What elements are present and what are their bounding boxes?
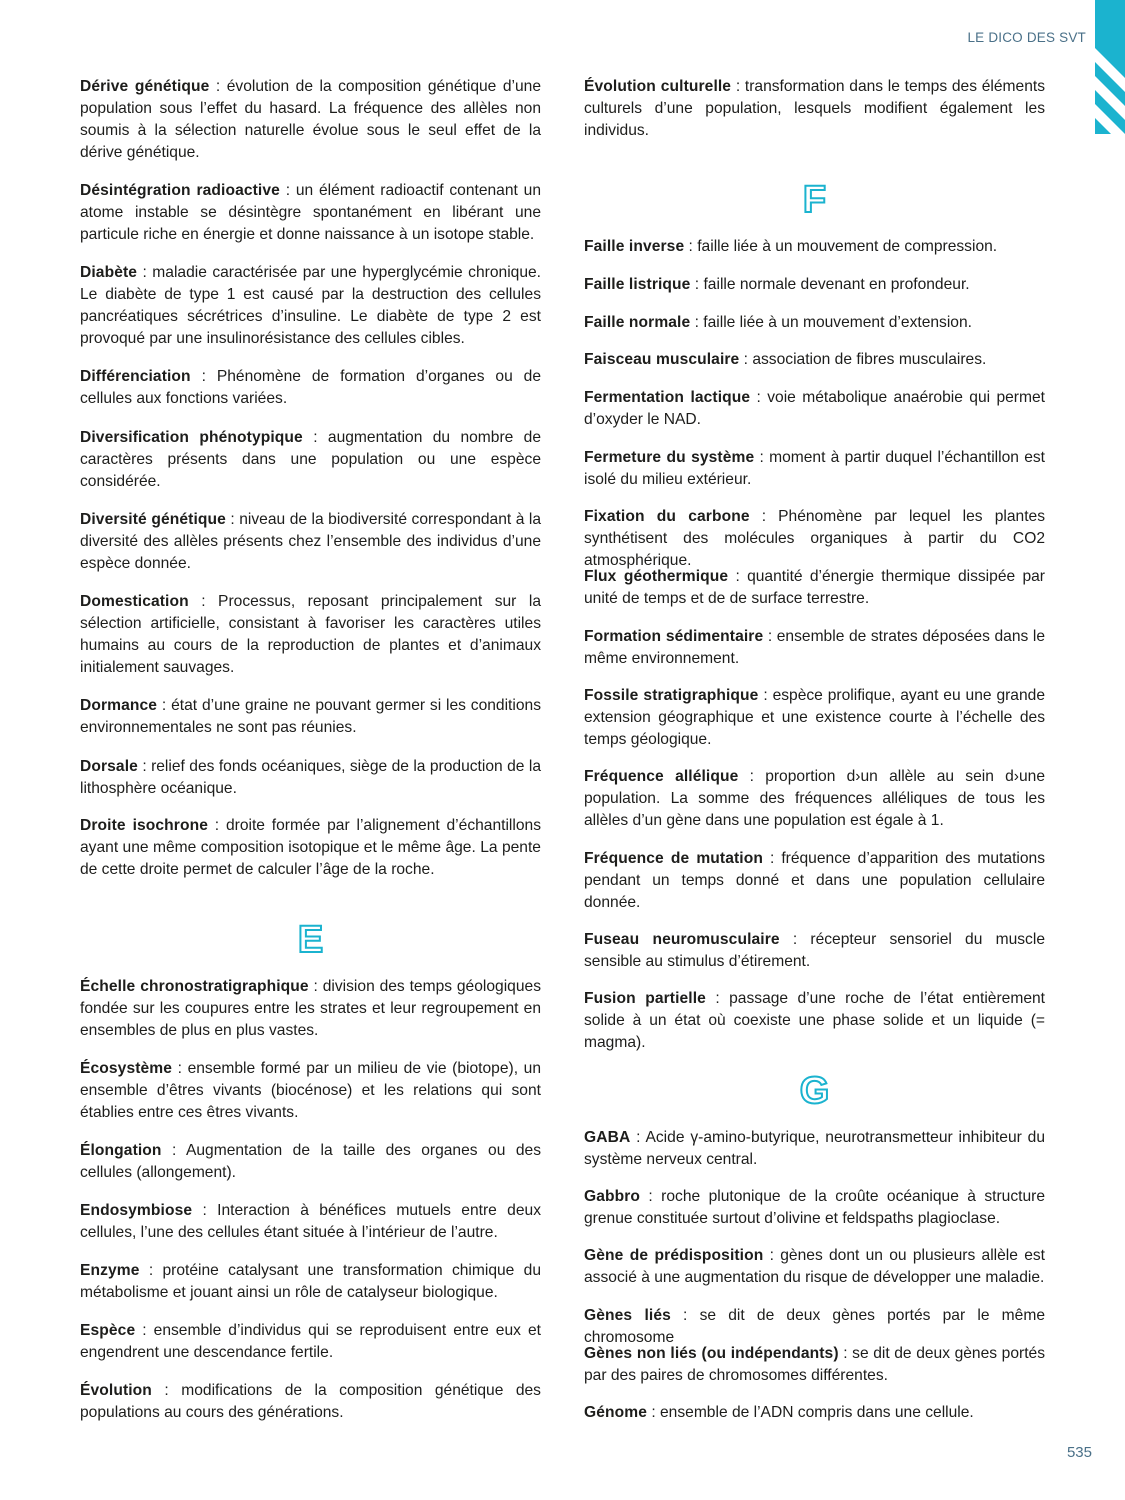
entry-term: Fréquence allélique [584,768,739,785]
term-separator: : [308,978,323,995]
entry-term: Flux géothermique [584,568,729,585]
entry-term: Formation sédimentaire [584,628,764,645]
section-letter: F [802,179,827,221]
term-separator: : [172,1060,188,1077]
entry-term: Évolution culturelle [584,78,732,95]
term-separator: : [151,1382,182,1399]
entry-definition: fréquence d’apparition des mutations pendant un temps donné et dans une population cellulaire donnée. [584,850,1046,911]
entry-term: Gènes non liés (ou indépendants) [584,1345,839,1362]
term-separator: : [758,687,773,704]
entry-definition: Acide γ-amino-butyrique, neurotransmetteur inhibiteur du système nerveux central. [584,1129,1046,1168]
glossary-entry [80,509,541,575]
term-separator: : [731,78,745,95]
entry-definition: Processus, reposant principalement sur la sélection artificielle, consistant à favoriser les caractères utiles humains au cours de la reproduction de plantes et d’animaux initialement sauvages. [80,593,541,676]
entry-term: Dérive génétique [80,78,210,95]
entry-definition: récepteur sensoriel du muscle sensible au stimulus d’étirement. [584,931,1045,970]
glossary-entry [80,815,541,881]
term-separator: : [279,182,296,199]
entry-definition: ensemble d’individus qui se reproduisent entre eux et engendrent une descendance fertile. [80,1322,541,1361]
glossary-entry [80,262,541,350]
page-number: 535 [1066,1444,1092,1461]
entry-definition: Phénomène de formation d’organes ou de cellules aux fonctions variées. [80,368,541,407]
entry-definition: ensemble formé par un milieu de vie (biotope), un ensemble d’êtres vivants (biocénose) et les relations qui sont établies entre ces êtres vivants. [80,1060,541,1121]
entry-term: Fuseau neuromusculaire [584,931,780,948]
glossary-entry [584,566,1045,610]
term-separator: : [135,1322,154,1339]
term-separator: : [209,78,227,95]
glossary-entry [584,447,1045,491]
term-separator: : [188,593,219,610]
term-separator: : [161,1142,186,1159]
glossary-entry [584,1127,1045,1171]
term-separator: : [738,768,766,785]
glossary-entry [584,988,1045,1054]
term-separator: : [763,1247,781,1264]
glossary-entry [584,685,1045,751]
entry-term: Fixation du carbone [584,508,750,525]
term-separator: : [208,817,226,834]
term-separator: : [137,758,152,775]
term-separator: : [157,697,172,714]
entry-term: Dorsale [80,758,138,775]
entry-definition: relief des fonds océaniques, siège de la production de la lithosphère océanique. [80,758,541,797]
entry-term: Gabbro [584,1188,641,1205]
entry-definition: maladie caractérisée par une hyperglycémie chronique. Le diabète de type 1 est causé par la destruction des cellules pancréatiques sécrétrices d’insuline. Le diabète de type 2 est provoqué par une insulinorésistance des cellules cibles. [80,264,542,347]
entry-term: Élongation [80,1142,162,1159]
entry-term: Écosystème [80,1060,173,1077]
entry-term: Échelle chronostratigraphique [80,978,309,995]
entry-term: Gènes liés [584,1307,671,1324]
glossary-entry [80,76,541,164]
entry-definition: faille normale devenant en profondeur. [703,276,970,293]
term-separator: : [763,628,777,645]
entry-term: Fermentation lactique [584,389,751,406]
term-separator: : [838,1345,853,1362]
term-separator: : [728,568,748,585]
term-separator: : [739,351,753,368]
running-header: LE DICO DES SVT [967,30,1086,45]
entry-definition: roche plutonique de la croûte océanique à structure grenue constituée surtout d’olivine et feldspaths plagioclase. [584,1188,1046,1227]
entry-definition: passage d’une roche de l’état entièrement solide à un état où coexiste une phase solide et un liquide (= magma). [584,990,1045,1051]
glossary-entry [584,387,1045,431]
term-separator: : [190,368,217,385]
section-letter: G [799,1070,830,1112]
entry-term: Faille listrique [584,276,691,293]
glossary-entry [80,695,541,739]
entry-term: Domestication [80,593,189,610]
entry-definition: quantité d’énergie thermique dissipée par unité de temps et de de surface terrestre. [584,568,1045,607]
entry-definition: protéine catalysant une transformation chimique du métabolisme et jouant ainsi un rôle de catalyseur biologique. [80,1262,541,1301]
glossary-entry [80,1058,541,1124]
glossary-entry [80,1200,541,1244]
entry-definition: un élément radioactif contenant un atome instable se désintègre spontanément en libérant une particule riche en énergie et donne naissance à un isotope stable. [80,182,541,243]
glossary-entry [584,274,1045,296]
entry-term: Dormance [80,697,158,714]
term-separator: : [630,1129,646,1146]
entry-definition: association de fibres musculaires. [752,351,987,368]
entry-term: Fossile stratigraphique [584,687,759,704]
entry-term: GABA [584,1129,631,1146]
glossary-entry [584,766,1045,832]
glossary-entry [584,506,1045,572]
entry-definition: modifications de la composition génétique des populations au cours des générations. [80,1382,541,1421]
glossary-entry [80,366,541,410]
glossary-entry [80,180,541,246]
term-separator: : [750,389,768,406]
glossary-entry [584,236,1045,258]
term-separator: : [302,429,328,446]
entry-term: Fréquence de mutation [584,850,763,867]
entry-definition: faille liée à un mouvement de compression. [697,238,998,255]
term-separator: : [225,511,240,528]
term-separator: : [690,314,704,331]
term-separator: : [762,850,782,867]
term-separator: : [670,1307,700,1324]
entry-definition: se dit de deux gènes portés par des paires de chromosomes différentes. [584,1345,1046,1384]
glossary-entry [80,591,541,679]
glossary-entry [584,848,1045,914]
entry-term: Génome [584,1404,647,1421]
term-separator: : [690,276,704,293]
entry-definition: se dit de deux gènes portés par le même chromosome [584,1307,1046,1346]
glossary-entry [584,929,1045,973]
entry-definition: voie métabolique anaérobie qui permet d’oxyder le NAD. [584,389,1045,428]
glossary-entry [584,76,1045,142]
term-separator: : [192,1202,218,1219]
entry-term: Endosymbiose [80,1202,193,1219]
entry-term: Fermeture du système [584,449,755,466]
entry-definition: faille liée à un mouvement d’extension. [703,314,972,331]
entry-definition: espèce prolifique, ayant eu une grande extension géographique et une existence courte à l’échelle des temps géologique. [584,687,1045,748]
entry-term: Désintégration radioactive [80,182,280,199]
term-separator: : [640,1188,662,1205]
glossary-entry [584,349,1045,371]
term-separator: : [779,931,811,948]
glossary-entry [80,1260,541,1304]
term-separator: : [137,264,153,281]
section-letter: E [297,919,324,961]
entry-term: Enzyme [80,1262,140,1279]
term-separator: : [647,1404,660,1421]
entry-definition: proportion d›un allèle au sein d›une population. La somme des fréquences alléliques de tous les allèles d’un gène dans une population est égale à 1. [584,768,1045,829]
entry-definition: état d’une graine ne pouvant germer si les conditions environnementales ne sont pas réunies. [80,697,541,736]
entry-definition: droite formée par l’alignement d’échantillons ayant une même composition isotopique et le même âge. La pente de cette droite permet de calculer l’âge de la roche. [80,817,542,878]
entry-definition: division des temps géologiques fondée sur les coupures entre les strates et leur regroupement en ensembles de plus en plus vastes. [80,978,541,1039]
glossary-entry [80,427,541,493]
entry-definition: Phénomène par lequel les plantes synthétisent des molécules organiques à partir du CO2 atmosphérique. [584,508,1045,569]
term-separator: : [684,238,698,255]
entry-term: Droite isochrone [80,817,208,834]
entry-definition: ensemble de strates déposées dans le même environnement. [584,628,1046,667]
glossary-entry [584,1186,1045,1230]
glossary-entry [584,312,1045,334]
glossary-entry [80,1320,541,1364]
entry-definition: gènes dont un ou plusieurs allèle est associé à une augmentation du risque de développer une maladie. [584,1247,1046,1286]
entry-term: Faille normale [584,314,691,331]
term-separator: : [749,508,779,525]
glossary-entry [80,976,541,1042]
entry-definition: Interaction à bénéfices mutuels entre deux cellules, l’une des cellules étant située à l’intérieur de l’autre. [80,1202,541,1241]
glossary-entry [584,1402,1045,1424]
entry-term: Fusion partielle [584,990,706,1007]
entry-definition: moment à partir duquel l’échantillon est isolé du milieu extérieur. [584,449,1046,488]
entry-term: Différenciation [80,368,191,385]
glossary-entry [80,756,541,800]
glossary-entry [80,1140,541,1184]
entry-definition: Augmentation de la taille des organes ou des cellules (allongement). [80,1142,541,1181]
entry-definition: ensemble de l’ADN compris dans une cellule. [660,1404,974,1421]
term-separator: : [754,449,770,466]
entry-term: Faisceau musculaire [584,351,740,368]
glossary-entry [80,1380,541,1424]
entry-term: Espèce [80,1322,136,1339]
glossary-entry [584,626,1045,670]
entry-term: Diversité génétique [80,511,226,528]
entry-definition: évolution de la composition génétique d’une population sous l’effet du hasard. La fréquence des allèles non soumis à la sélection naturelle évolue sous le seul effet de la dérive génétique. [80,78,541,161]
glossary-entry [584,1343,1045,1387]
entry-term: Diabète [80,264,138,281]
entry-definition: transformation dans le temps des éléments culturels d’une population, lesquels modifient également les individus. [584,78,1045,139]
entry-definition: niveau de la biodiversité correspondant à la diversité des allèles présents chez l’ensemble des individus d’une espèce donnée. [80,511,542,572]
term-separator: : [705,990,730,1007]
entry-definition: augmentation du nombre de caractères présents dans une population ou une espèce considérée. [80,429,542,490]
entry-term: Diversification phénotypique [80,429,303,446]
entry-term: Évolution [80,1382,152,1399]
entry-term: Gène de prédisposition [584,1247,764,1264]
glossary-entry [584,1245,1045,1289]
term-separator: : [139,1262,163,1279]
corner-stripe-decoration [1095,0,1125,134]
entry-term: Faille inverse [584,238,685,255]
